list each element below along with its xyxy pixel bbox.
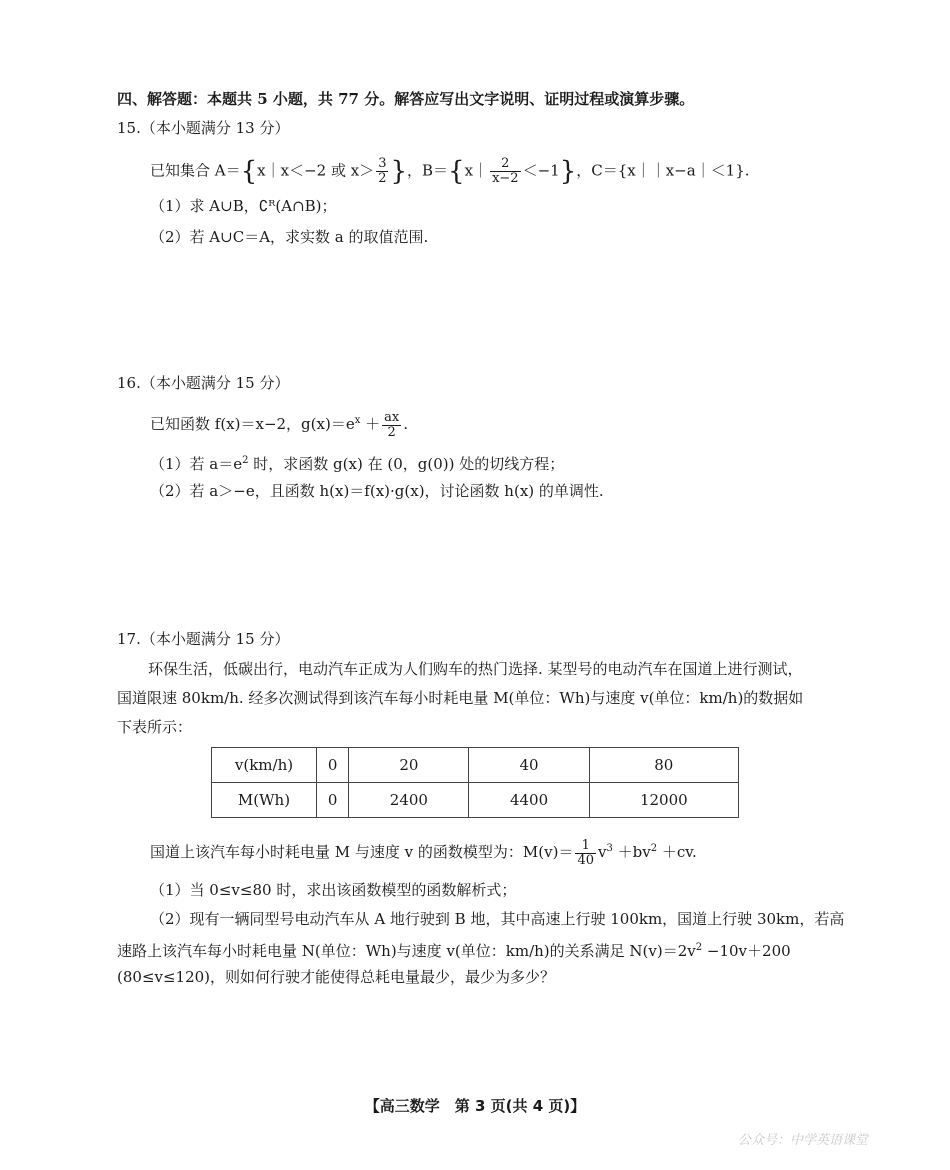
q16-stem-pre: 已知函数 f(x)＝x−2，g(x)＝e <box>150 415 355 433</box>
q17-para1: 环保生活，低碳出行，电动汽车正成为人们购车的热门选择. 某型号的电动汽车在国道上进行测试， <box>148 660 803 678</box>
table-cell: M(Wh) <box>212 783 317 818</box>
q17-part2-l2-sup: 2 <box>695 942 703 953</box>
q17-model-pre: 国道上该汽车每小时耗电量 M 与速度 v 的函数模型为：M(v)＝ <box>150 843 574 861</box>
q15-setB-post: ＜−1 <box>522 161 560 180</box>
q17-model-mid: ＋bv <box>612 843 651 861</box>
q17-model-end: ＋cv. <box>657 843 697 861</box>
table-cell: 20 <box>349 748 469 783</box>
q17-part2-l2-pre: 速路上该汽车每小时耗电量 N(单位：Wh)与速度 v(单位：km/h)的关系满足 N(v)＝2v <box>117 942 696 960</box>
section-heading: 四、解答题：本题共 5 小题，共 77 分。解答应写出文字说明、证明过程或演算步骤。 <box>117 90 695 108</box>
table-row <box>212 783 739 818</box>
q16-part2: （2）若 a＞−e，且函数 h(x)＝f(x)·g(x)，讨论函数 h(x) 的单调性. <box>150 482 604 500</box>
q15-setB-fraction: $\frac{2}{x-2}$ <box>492 156 519 186</box>
q15-stem <box>150 157 750 186</box>
table-cell: 4400 <box>469 783 589 818</box>
q15-part2: （2）若 A∪C＝A，求实数 a 的取值范围. <box>150 228 429 246</box>
right-brace: } <box>390 156 408 187</box>
q15-mid-B: ，B＝ <box>407 161 449 180</box>
q15-setA-cond: x｜x＜−2 或 x＞ <box>257 161 375 180</box>
right-brace: } <box>559 156 577 187</box>
q17-part2-l2-post: −10v＋200 <box>702 942 791 960</box>
q17-model-v: v <box>598 843 607 861</box>
q16-part1-sup: 2 <box>242 455 249 466</box>
q15-header: 15.（本小题满分 13 分） <box>117 119 290 137</box>
q17-header: 17.（本小题满分 15 分） <box>117 630 290 648</box>
table-cell: 2400 <box>349 783 469 818</box>
q17-para2: 国道限速 80km/h. 经多次测试得到该汽车每小时耗电量 M(单位：Wh)与速度 v(单位：km/h)的数据如 <box>117 689 804 707</box>
q17-part2-line2 <box>117 937 791 962</box>
table-cell: 40 <box>469 748 589 783</box>
q16-stem <box>150 410 408 440</box>
q15-setB-pre: x｜ <box>464 161 489 180</box>
q17-part1: （1）当 0≤v≤80 时，求出该函数模型的函数解析式； <box>150 881 517 899</box>
q16-part1 <box>150 450 564 475</box>
q17-part2-line3: (80≤v≤120)，则如何行驶才能使得总耗电量最少，最少为多少？ <box>117 968 556 986</box>
left-brace: { <box>448 156 465 187</box>
q16-stem-plus: ＋ <box>360 415 381 433</box>
table-cell: v(km/h) <box>212 748 317 783</box>
q16-part1-pre: （1）若 a＝e <box>150 455 243 473</box>
q15-setC: ，C＝{x｜｜x−a｜＜1}. <box>576 161 750 180</box>
q16-fraction: $\frac{ax}{2}$ <box>384 409 400 440</box>
q17-model-fraction: $\frac{1}{40}$ <box>577 837 594 868</box>
q17-model <box>150 838 697 868</box>
table-row <box>212 748 739 783</box>
q15-stem-pre: 已知集合 A＝ <box>150 161 241 180</box>
q17-part2-line1: （2）现有一辆同型号电动汽车从 A 地行驶到 B 地，其中高速上行驶 100km，国道上行驶 30km，若高 <box>150 910 845 928</box>
q17-model-sup3: 3 <box>606 843 613 854</box>
q15-part1: （1）求 A∪B，∁ᴿ(A∩B)； <box>150 197 337 215</box>
data-table <box>211 747 739 818</box>
table-cell: 0 <box>317 748 349 783</box>
q16-part1-post: 时，求函数 g(x) 在 (0，g(0)) 处的切线方程； <box>248 455 565 473</box>
q16-header: 16.（本小题满分 15 分） <box>117 374 290 392</box>
watermark: 公众号：中学英语课堂 <box>738 1133 869 1148</box>
q16-stem-end: . <box>403 415 408 433</box>
q17-model-sup2: 2 <box>650 843 658 854</box>
table-cell: 0 <box>317 783 349 818</box>
left-brace: { <box>240 156 258 187</box>
table-cell: 80 <box>589 748 738 783</box>
page-footer: 【高三数学 第 3 页(共 4 页)】 <box>364 1097 586 1115</box>
q17-para3: 下表所示： <box>117 718 193 736</box>
q16-stem-sup: x <box>354 415 361 426</box>
table-cell: 12000 <box>589 783 738 818</box>
q15-setA-fraction: $\frac{3}{2}$ <box>378 156 387 186</box>
